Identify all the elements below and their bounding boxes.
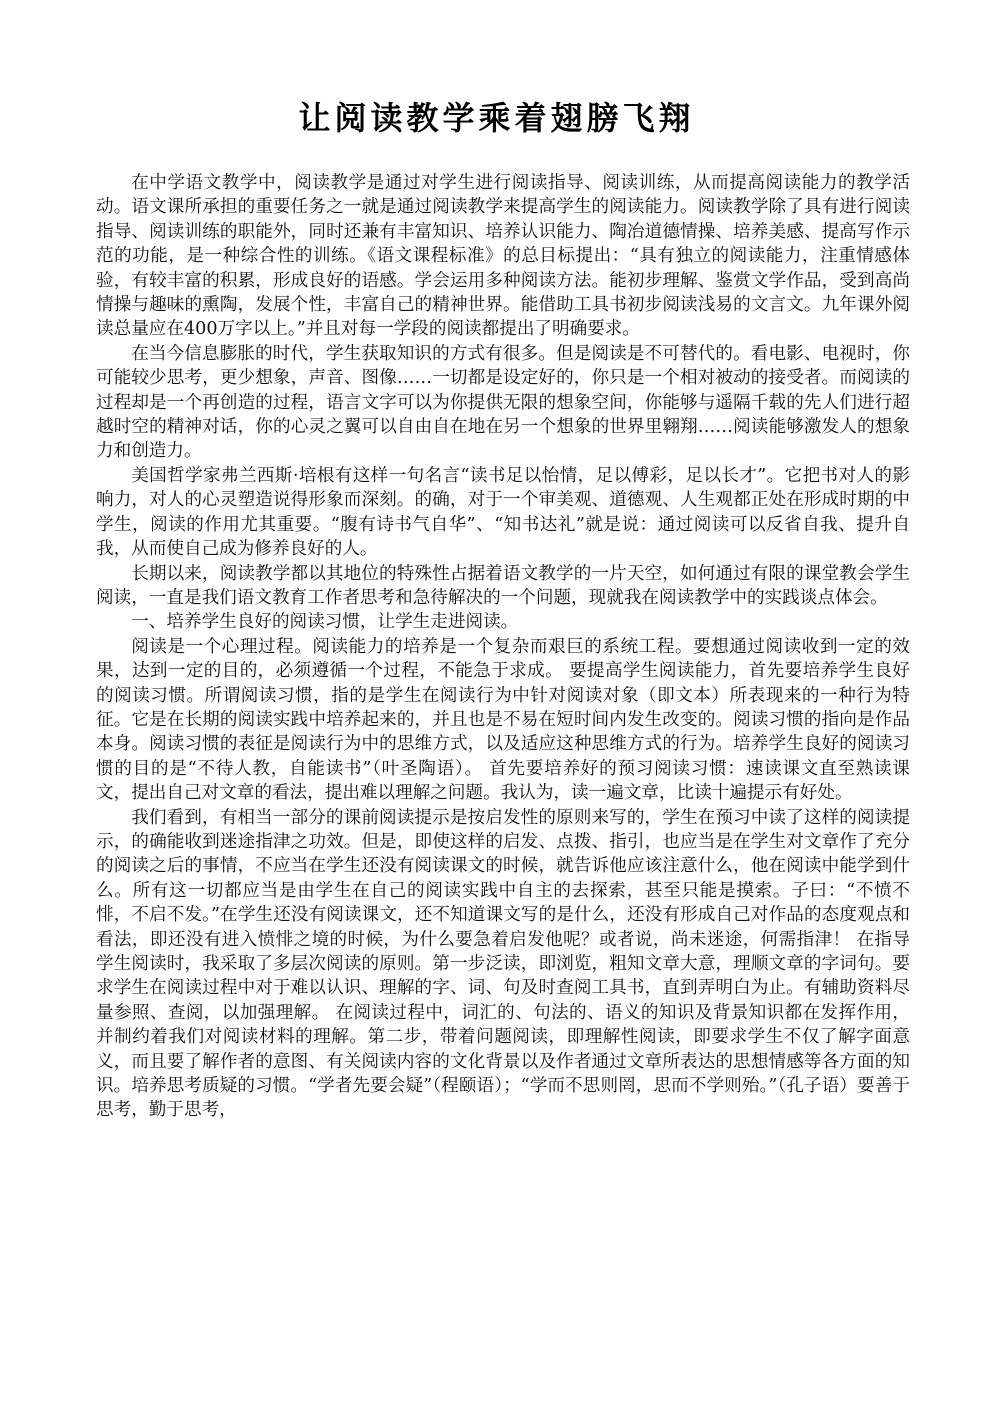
section-heading: 一、培养学生良好的阅读习惯，让学生走进阅读。 [131, 612, 519, 633]
paragraph: 在中学语文教学中，阅读教学是通过对学生进行阅读指导、阅读训练，从而提高阅读能力的教学活动。语文课所承担的重要任务之一就是通过阅读教学来提高学生的阅读能力。阅读教学除了具有进行阅读指导、阅读训练的职能外，同时还兼有丰富知识、培养认识能力、陶冶道德情操、培养美感、提高写作示范的功能，是一种综合性的训练。《语文课程标准》的总目标提出：“具有独立的阅读能力，注重情感体验，有较丰富的积累，形成良好的语感。学会运用多种阅读方法。能初步理解、鉴赏文学作品，受到高尚情操与趣味的熏陶，发展个性，丰富自己的精神世界。能借助工具书初步阅读浅易的文言文。九年课外阅读总量应在400万字以上。”并且对每一学段的阅读都提出了明确要求。 [96, 173, 910, 340]
document-title: 让阅读教学乘着翅膀飞翔 [298, 99, 695, 137]
paragraph: 长期以来，阅读教学都以其地位的特殊性占据着语文教学的一片天空，如何通过有限的课堂教会学生阅读，一直是我们语文教育工作者思考和急待解决的一个问题，现就我在阅读教学中的实践谈点体会。 [96, 563, 910, 608]
document-body [96, 171, 910, 1123]
paragraph: 我们看到，有相当一部分的课前阅读提示是按启发性的原则来写的，学生在预习中读了这样的阅读提示，的确能收到迷途指津之功效。但是，即使这样的启发、点拨、指引，也应当是在学生对文章作了充分的阅读之后的事情，不应当在学生还没有阅读课文的时候，就告诉他应该注意什么，他在阅读中能学到什么。所有这一切都应当是由学生在自己的阅读实践中自主的去探索，甚至只能是摸索。子曰：“不愤不悱，不启不发。”在学生还没有阅读课文，还不知道课文写的是什么，还没有形成自己对作品的态度观点和看法，即还没有进入愤悱之境的时候，为什么要急着启发他呢？或者说，尚未迷途，何需指津！ 在指导学生阅读时，我采取了多层次阅读的原则。第一步泛读，即浏览，粗知文章大意，理顺文章的字词句。要求学生在阅读过程中对于难以认识、理解的字、词、句及时查阅工具书，直到弄明白为止。有辅助资料尽量参照、查阅，以加强理解。 在阅读过程中，词汇的、句法的、语义的知识及背景知识都在发挥作用，并制约着我们对阅读材料的理解。第二步，带着问题阅读，即理解性阅读，即要求学生不仅了解字面意义，而且要了解作者的意图、有关阅读内容的文化背景以及作者通过文章所表达的思想情感等各方面的知识。培养思考质疑的习惯。“学者先要会疑”（程颐语）；“学而不思则罔，思而不学则殆。”（孔子语）要善于思考，勤于思考， [96, 807, 910, 1121]
paragraph: 阅读是一个心理过程。阅读能力的培养是一个复杂而艰巨的系统工程。要想通过阅读收到一定的效果，达到一定的目的，必须遵循一个过程，不能急于求成。 要提高学生阅读能力，首先要培养学生良好的阅读习惯。所谓阅读习惯，指的是学生在阅读行为中针对阅读对象（即文本）所表现来的一种行为特征。它是在长期的阅读实践中培养起来的，并且也是不易在短时间内发生改变的。阅读习惯的指向是作品本身。阅读习惯的表征是阅读行为中的思维方式，以及适应这种思维方式的行为。培养学生良好的阅读习惯的目的是“不待人教，自能读书”（叶圣陶语）。 首先要培养好的预习阅读习惯：速读课文直至熟读课文，提出自己对文章的看法，提出难以理解之问题。我认为，读一遍文章，比读十遍提示有好处。 [96, 636, 910, 804]
paragraph: 在当今信息膨胀的时代，学生获取知识的方式有很多。但是阅读是不可替代的。看电影、电视时，你可能较少思考，更少想象，声音、图像……一切都是设定好的，你只是一个相对被动的接受者。而阅读的过程却是一个再创造的过程，语言文字可以为你提供无限的想象空间，你能够与遥隔千载的先人们进行超越时空的精神对话，你的心灵之翼可以自由自在地在另一个想象的世界里翱翔……阅读能够激发人的想象力和创造力。 [96, 343, 910, 462]
paragraph: 美国哲学家弗兰西斯·培根有这样一句名言“读书足以怡情，足以傅彩，足以长才”。它把书对人的影响力，对人的心灵塑造说得形象而深刻。的确，对于一个审美观、道德观、人生观都正处在形成时期的中学生，阅读的作用尤其重要。“腹有诗书气自华”、“知书达礼”就是说：通过阅读可以反省自我、提升自我，从而使自己成为修养良好的人。 [96, 465, 910, 560]
